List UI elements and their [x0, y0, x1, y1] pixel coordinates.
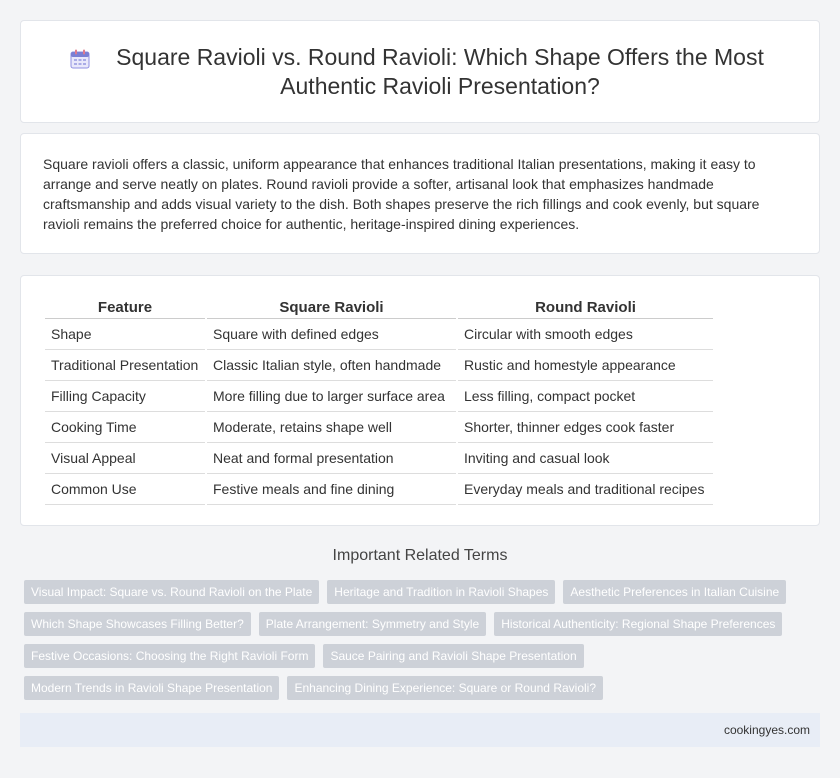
comparison-table [43, 297, 715, 505]
related-term-tag[interactable]: Which Shape Showcases Filling Better? [24, 612, 251, 636]
table-row [45, 381, 713, 412]
column-header-square: Square Ravioli [207, 297, 456, 319]
related-term-tag[interactable]: Sauce Pairing and Ravioli Shape Presentation [323, 644, 583, 668]
related-term-tag[interactable]: Historical Authenticity: Regional Shape Preferences [494, 612, 782, 636]
tag-row [24, 676, 824, 700]
table-row [45, 319, 713, 350]
title-card [20, 20, 820, 123]
footer-site-link[interactable]: cookingyes.com [723, 723, 810, 737]
related-term-tag[interactable]: Festive Occasions: Choosing the Right Ravioli Form [24, 644, 315, 668]
comparison-card [20, 275, 820, 526]
related-terms-heading: Important Related Terms [332, 547, 508, 564]
table-cell: Cooking Time [45, 412, 205, 443]
table-row [45, 350, 713, 381]
table-cell: More filling due to larger surface area [207, 381, 456, 412]
related-term-tag[interactable]: Visual Impact: Square vs. Round Ravioli on the Plate [24, 580, 319, 604]
tag-row [24, 644, 824, 668]
footer [20, 713, 820, 747]
related-term-tag[interactable]: Enhancing Dining Experience: Square or Round Ravioli? [287, 676, 603, 700]
table-row [45, 443, 713, 474]
table-cell: Everyday meals and traditional recipes [458, 474, 713, 505]
table-cell: Festive meals and fine dining [207, 474, 456, 505]
intro-paragraph: Square ravioli offers a classic, uniform appearance that enhances traditional Italian presentations, making it easy to arrange and serve neatly on plates. Round ravioli provide a softer, artisanal look that emphasizes handmade craftsmanship and adds visual variety to the dish. Both shapes preserve the rich fillings and cook evenly, but square ravioli remains the preferred choice for authentic, heritage-inspired dining experiences. [43, 156, 760, 232]
table-cell: Rustic and homestyle appearance [458, 350, 713, 381]
table-cell: Moderate, retains shape well [207, 412, 456, 443]
table-cell: Circular with smooth edges [458, 319, 713, 350]
column-header-feature: Feature [45, 297, 205, 319]
table-cell: Visual Appeal [45, 443, 205, 474]
table-cell: Inviting and casual look [458, 443, 713, 474]
table-cell: Square with defined edges [207, 319, 456, 350]
page-title: Square Ravioli vs. Round Ravioli: Which Shape Offers the Most Authentic Ravioli Presentation? [116, 44, 764, 99]
column-header-round: Round Ravioli [458, 297, 713, 319]
table-cell: Classic Italian style, often handmade [207, 350, 456, 381]
table-cell: Filling Capacity [45, 381, 205, 412]
table-cell: Less filling, compact pocket [458, 381, 713, 412]
table-cell: Traditional Presentation [45, 350, 205, 381]
table-cell: Shorter, thinner edges cook faster [458, 412, 713, 443]
table-cell: Neat and formal presentation [207, 443, 456, 474]
tag-row [24, 580, 824, 604]
table-header-row [45, 297, 713, 319]
related-term-tag[interactable]: Heritage and Tradition in Ravioli Shapes [327, 580, 555, 604]
tag-row [24, 612, 824, 636]
related-terms-list [24, 580, 824, 708]
related-term-tag[interactable]: Plate Arrangement: Symmetry and Style [259, 612, 486, 636]
intro-card [20, 133, 820, 254]
table-cell: Common Use [45, 474, 205, 505]
table-row [45, 474, 713, 505]
related-term-tag[interactable]: Modern Trends in Ravioli Shape Presentation [24, 676, 279, 700]
related-term-tag[interactable]: Aesthetic Preferences in Italian Cuisine [563, 580, 786, 604]
table-row [45, 412, 713, 443]
table-cell: Shape [45, 319, 205, 350]
